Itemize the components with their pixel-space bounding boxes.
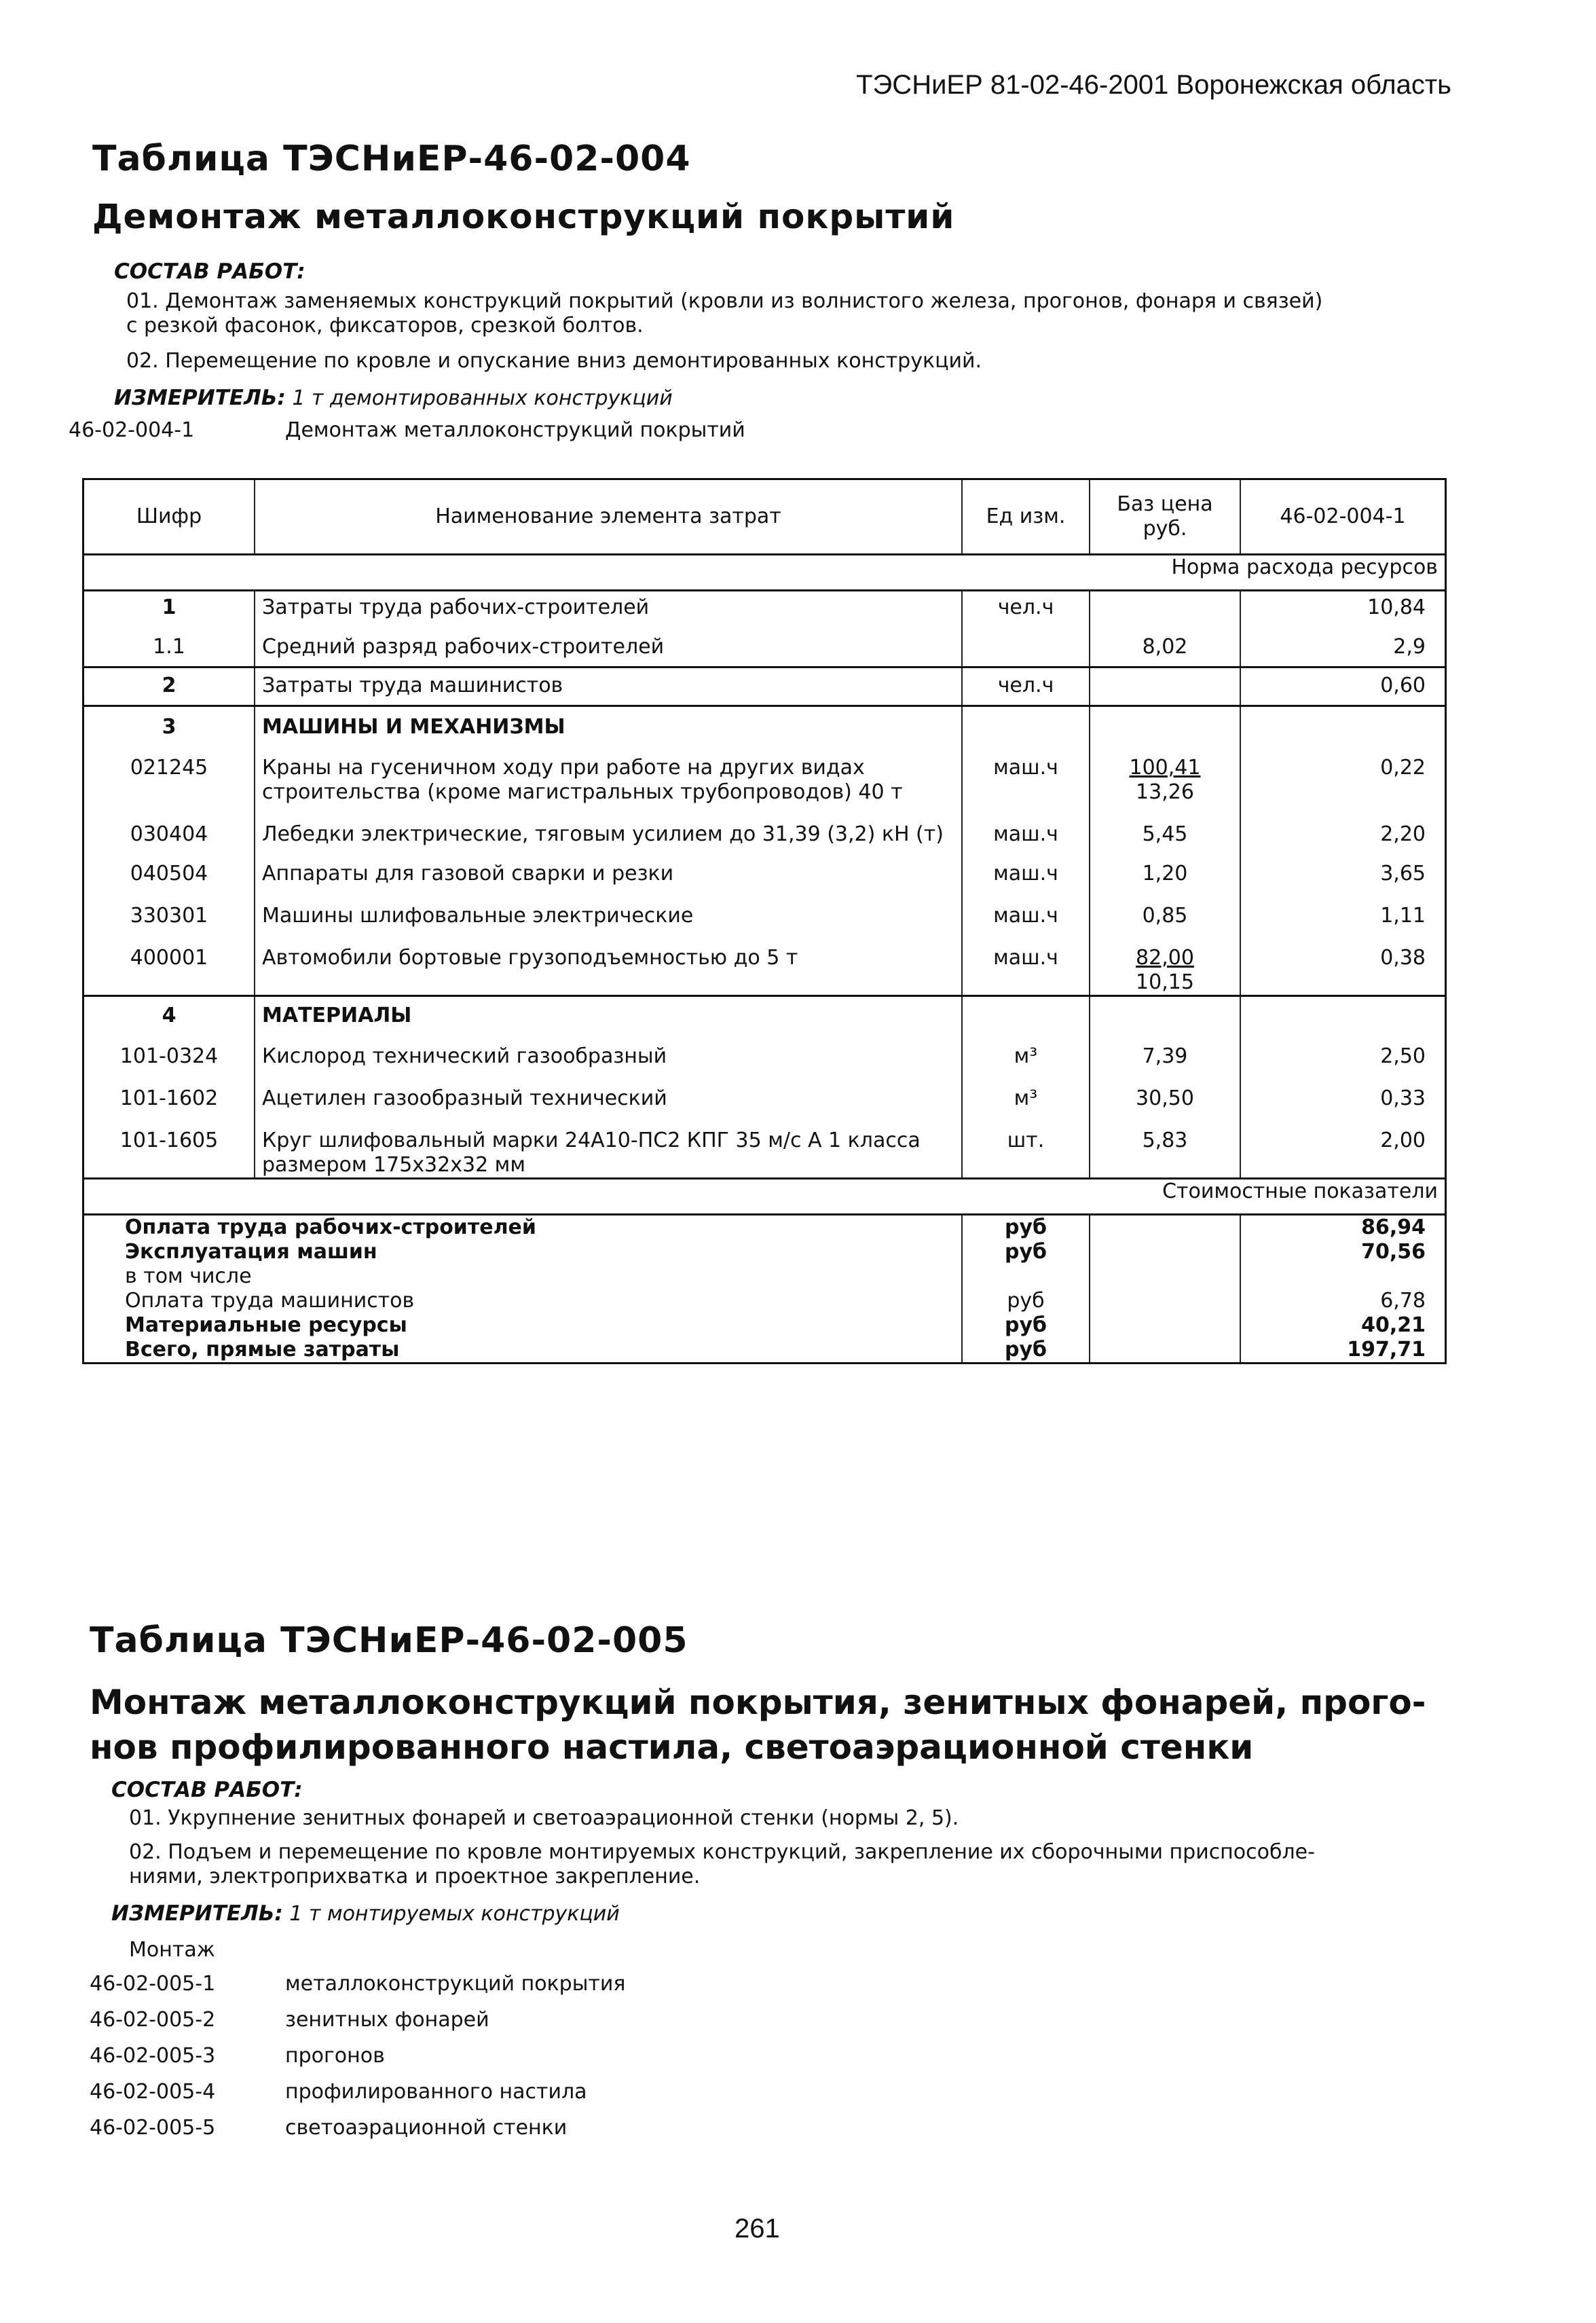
row-unit: маш.ч: [962, 805, 1090, 847]
table2-subtitle-2: нов профилированного настила, светоаэрационной стенки: [90, 1727, 1254, 1767]
work2-item-1: 01. Укрупнение зенитных фонарей и светоаэрационной стенки (нормы 2, 5).: [129, 1806, 959, 1830]
row-value: 0,33: [1380, 1086, 1426, 1110]
row-code: 330301: [83, 886, 255, 928]
row-unit: шт.: [962, 1111, 1090, 1179]
norma-row: [83, 555, 1446, 591]
row-price: 7,39: [1090, 1028, 1240, 1069]
row-name: Автомобили бортовые грузоподъемностью до 5 т: [255, 928, 962, 996]
row-unit: чел.ч: [962, 591, 1090, 621]
cost-unit: руб: [962, 1215, 1090, 1241]
cost-row: [83, 1264, 1446, 1289]
table-row: [83, 1069, 1446, 1111]
cost-label: Стоимостные показатели: [83, 1179, 1446, 1215]
cost-value: 40,21: [1361, 1313, 1426, 1337]
table-row: [83, 886, 1446, 928]
norm-list-name: металлоконструкций покрытия: [285, 1972, 626, 1996]
price-value: 82,00: [1136, 946, 1194, 970]
cost-value: 70,56: [1361, 1240, 1426, 1264]
row-price: [1090, 667, 1240, 706]
row-unit: [962, 620, 1090, 667]
table-row: [83, 591, 1446, 621]
table-row: [83, 739, 1446, 805]
meter-label-2: ИЗМЕРИТЕЛЬ:: [111, 1901, 283, 1926]
cost-row: [83, 1240, 1446, 1264]
meter-label: ИЗМЕРИТЕЛЬ:: [114, 386, 286, 410]
table-row: [83, 805, 1446, 847]
cost-name: Всего, прямые затраты: [83, 1338, 963, 1364]
row-code: 1: [83, 591, 255, 621]
work2-item-2: 02. Подъем и перемещение по кровле монтируемых конструкций, закрепление их сборочными приспособле-: [129, 1840, 1315, 1864]
meter-value-2: 1 т монтируемых конструкций: [289, 1902, 620, 1926]
table-row: [83, 847, 1446, 886]
table2-title: Таблица ТЭСНиЕР-46-02-005: [90, 1620, 688, 1661]
row-name: Средний разряд рабочих-строителей: [255, 620, 962, 667]
norm-code: 46-02-004-1: [69, 418, 195, 442]
meter-line: [114, 386, 673, 410]
table1-subtitle: Демонтаж металлоконструкций покрытий: [92, 197, 955, 236]
row-name: Затраты труда рабочих-строителей: [255, 591, 962, 621]
row-name: Круг шлифовальный марки 24А10-ПС2 КПГ 35 м/с А 1 класса размером 175х32х32 мм: [255, 1111, 962, 1179]
work2-item-2-cont: ниями, электроприхватка и проектное закрепление.: [129, 1865, 701, 1888]
row-price: [1090, 739, 1240, 805]
norm-list-code: 46-02-005-2: [90, 2008, 216, 2032]
cost-name: Оплата труда рабочих-строителей: [83, 1215, 963, 1241]
row-unit: м³: [962, 1028, 1090, 1069]
row-price: 5,83: [1090, 1111, 1240, 1179]
table-row-section: [83, 706, 1446, 740]
table2-subtitle-1: Монтаж металлоконструкций покрытия, зенитных фонарей, прого-: [90, 1683, 1426, 1722]
row-name: Краны на гусеничном ходу при работе на других видах строительства (кроме магистральных трубопроводов) 40 т: [255, 739, 962, 805]
meter-value: 1 т демонтированных конструкций: [292, 386, 673, 410]
cost-name: Эксплуатация машин: [83, 1240, 963, 1264]
row-value: 0,22: [1380, 756, 1426, 780]
norm-list-code: 46-02-005-4: [90, 2080, 216, 2104]
work-item-1-cont: с резкой фасонок, фиксаторов, срезкой болтов.: [126, 314, 644, 337]
row-price: 30,50: [1090, 1069, 1240, 1111]
row-value: 0,60: [1240, 667, 1446, 706]
row-code: 1.1: [83, 620, 255, 667]
row-name: Ацетилен газообразный технический: [255, 1069, 962, 1111]
sostav-label-2: СОСТАВ РАБОТ:: [111, 1778, 303, 1802]
table-row: [83, 1111, 1446, 1179]
row-code: 2: [83, 667, 255, 706]
cost-row: [83, 1215, 1446, 1241]
norm-list-name: прогонов: [285, 2044, 385, 2068]
row-value: 2,9: [1393, 635, 1426, 659]
row-name: Машины шлифовальные электрические: [255, 886, 962, 928]
row-price: [1090, 591, 1240, 621]
row-unit: маш.ч: [962, 886, 1090, 928]
montazh-label: Монтаж: [129, 1938, 215, 1962]
norma-label: Норма расхода ресурсов: [1171, 555, 1438, 579]
row-value: 2,00: [1380, 1129, 1426, 1152]
row-name: МАТЕРИАЛЫ: [255, 996, 962, 1029]
meter-line-2: [111, 1901, 620, 1926]
table-row: [83, 667, 1446, 706]
cost-label-row: [83, 1179, 1446, 1215]
row-code: 030404: [83, 805, 255, 847]
row-value: 0,38: [1380, 946, 1426, 970]
cost-row: [83, 1289, 1446, 1313]
resource-table: [82, 478, 1447, 1364]
work-item-1: 01. Демонтаж заменяемых конструкций покрытий (кровли из волнистого железа, прогонов, фонаря и связей): [126, 289, 1323, 313]
price-wage: 13,26: [1136, 780, 1194, 804]
running-header: ТЭСНиЕР 81-02-46-2001 Воронежская область: [856, 70, 1451, 100]
row-unit: маш.ч: [962, 847, 1090, 886]
norm-list-code: 46-02-005-1: [90, 1972, 216, 1996]
row-code: 400001: [83, 928, 255, 996]
cost-name: Оплата труда машинистов: [83, 1289, 963, 1313]
norm-list-name: профилированного настила: [285, 2080, 587, 2104]
cost-name: Материальные ресурсы: [83, 1313, 963, 1338]
table-row: [83, 620, 1446, 667]
price-value: 100,41: [1129, 756, 1201, 780]
price-wage: 10,15: [1136, 970, 1194, 994]
row-value: 2,20: [1380, 822, 1426, 846]
cost-value: 197,71: [1347, 1338, 1426, 1361]
row-price: [1090, 928, 1240, 996]
col-norm-header: 46-02-004-1: [1240, 479, 1446, 555]
row-value: 2,50: [1380, 1044, 1426, 1068]
row-code: 101-1605: [83, 1111, 255, 1179]
row-value: 1,11: [1380, 904, 1426, 928]
work-item-2: 02. Перемещение по кровле и опускание вниз демонтированных конструкций.: [126, 349, 982, 373]
sostav-label: СОСТАВ РАБОТ:: [114, 259, 305, 284]
row-code: 040504: [83, 847, 255, 886]
norm-list-name: зенитных фонарей: [285, 2008, 489, 2032]
cost-value: 6,78: [1380, 1289, 1426, 1313]
cost-unit: руб: [962, 1240, 1090, 1264]
row-value: 3,65: [1380, 862, 1426, 885]
row-price: 8,02: [1090, 620, 1240, 667]
row-name: Кислород технический газообразный: [255, 1028, 962, 1069]
col-name-header: Наименование элемента затрат: [255, 479, 962, 555]
col-price-header: Баз цена руб.: [1090, 479, 1240, 555]
cost-unit: руб: [962, 1338, 1090, 1364]
row-unit: маш.ч: [962, 928, 1090, 996]
row-unit: м³: [962, 1069, 1090, 1111]
row-code: 021245: [83, 739, 255, 805]
row-name: Затраты труда машинистов: [255, 667, 962, 706]
row-value: 10,84: [1240, 591, 1446, 621]
row-code: 101-0324: [83, 1028, 255, 1069]
cost-unit: руб: [962, 1313, 1090, 1338]
cost-row: [83, 1338, 1446, 1364]
row-unit: маш.ч: [962, 739, 1090, 805]
page-number: 261: [735, 2214, 780, 2244]
col-code-header: Шифр: [83, 479, 255, 555]
row-name: МАШИНЫ И МЕХАНИЗМЫ: [255, 706, 962, 740]
row-unit: чел.ч: [962, 667, 1090, 706]
row-name: Лебедки электрические, тяговым усилием до 31,39 (3,2) кН (т): [255, 805, 962, 847]
norm-list-code: 46-02-005-3: [90, 2044, 216, 2068]
norm-list-name: светоаэрационной стенки: [285, 2116, 568, 2140]
table-row: [83, 1028, 1446, 1069]
row-code: 4: [83, 996, 255, 1029]
row-code: 3: [83, 706, 255, 740]
cost-unit: руб: [962, 1289, 1090, 1313]
col-unit-header: Ед изм.: [962, 479, 1090, 555]
table-header-row: [83, 479, 1446, 555]
table-row: [83, 928, 1446, 996]
norm-name: Демонтаж металлоконструкций покрытий: [285, 418, 745, 442]
cost-row: [83, 1313, 1446, 1338]
table-row-section: [83, 996, 1446, 1029]
row-code: 101-1602: [83, 1069, 255, 1111]
cost-value: 86,94: [1361, 1215, 1426, 1239]
row-price: 5,45: [1090, 805, 1240, 847]
row-name: Аппараты для газовой сварки и резки: [255, 847, 962, 886]
cost-name: в том числе: [83, 1264, 963, 1289]
table1-title: Таблица ТЭСНиЕР-46-02-004: [92, 139, 691, 179]
row-price: 0,85: [1090, 886, 1240, 928]
row-price: 1,20: [1090, 847, 1240, 886]
norm-list-code: 46-02-005-5: [90, 2116, 216, 2140]
